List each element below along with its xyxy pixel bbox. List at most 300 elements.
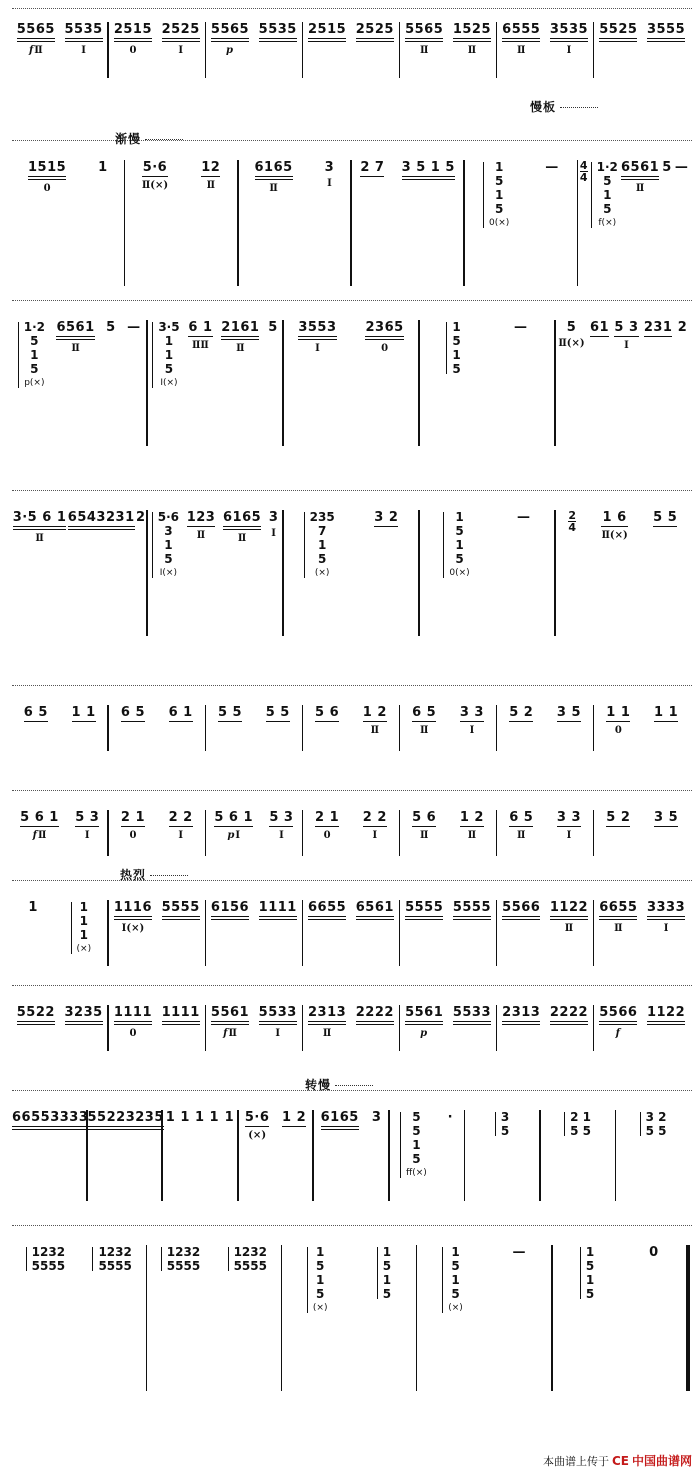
note-digits: 2222 bbox=[355, 1005, 394, 1020]
site-name-link[interactable]: 中国曲谱网 bbox=[631, 1454, 692, 1468]
fingering-mark: Ⅰ bbox=[84, 830, 90, 841]
note-group bbox=[502, 900, 540, 935]
beam-line bbox=[502, 916, 540, 917]
note-group bbox=[214, 810, 253, 842]
technique-mark: Ⅰ(×) bbox=[160, 378, 178, 388]
measure bbox=[12, 810, 107, 842]
chord-note: 5 bbox=[585, 1287, 595, 1301]
note-digits: 1111 bbox=[113, 1005, 153, 1020]
fingering-mark: Ⅱ bbox=[517, 45, 526, 56]
fingering-mark: Ⅱ bbox=[614, 923, 623, 934]
note-digits: 1116 bbox=[113, 900, 153, 915]
time-signature bbox=[568, 510, 576, 533]
chord-stack bbox=[443, 510, 469, 580]
note-group bbox=[557, 810, 581, 842]
beam-line bbox=[590, 336, 609, 337]
note-digits: 5555 bbox=[161, 900, 200, 915]
measure bbox=[206, 22, 301, 57]
note-digits: 6 1 bbox=[188, 320, 213, 335]
fingering-mark: 0 bbox=[129, 830, 137, 841]
note-group bbox=[644, 320, 673, 352]
beam-line bbox=[65, 38, 103, 39]
chord-note: 5 bbox=[603, 174, 612, 188]
beam-line bbox=[56, 339, 94, 340]
fingering-mark: 0 bbox=[43, 183, 51, 194]
note-group bbox=[259, 1005, 297, 1040]
note-digits: 5565 bbox=[16, 22, 55, 37]
beam-line bbox=[321, 1129, 359, 1130]
beam-line bbox=[65, 1021, 103, 1022]
beam-line bbox=[114, 916, 152, 917]
note-digits: 5 5 bbox=[653, 510, 678, 525]
chord-note: 5 bbox=[455, 524, 464, 538]
note-group bbox=[308, 900, 346, 935]
note-group bbox=[606, 810, 630, 842]
beam-line bbox=[550, 919, 588, 920]
beam-line bbox=[453, 41, 491, 42]
measure bbox=[88, 1110, 162, 1145]
fingering-mark bbox=[616, 1028, 621, 1040]
note-digits: 61 bbox=[589, 320, 610, 335]
dynamic-mark: p bbox=[420, 1028, 428, 1039]
measure bbox=[303, 900, 398, 935]
note-group bbox=[65, 22, 103, 57]
beam-line bbox=[201, 176, 220, 177]
beam-line bbox=[412, 721, 436, 722]
measure bbox=[284, 320, 418, 355]
note-group bbox=[557, 705, 581, 737]
note-group bbox=[509, 705, 533, 737]
chord-note: 1 bbox=[452, 320, 461, 334]
beam-line bbox=[56, 336, 94, 337]
beam-line bbox=[308, 916, 346, 917]
score-system bbox=[0, 490, 700, 640]
note-digits: 5535 bbox=[258, 22, 297, 37]
measure bbox=[125, 160, 237, 192]
note-digits: 3 bbox=[371, 1110, 382, 1125]
note-digits: 1515 bbox=[27, 160, 67, 175]
chord-note: 1·2 bbox=[596, 160, 618, 174]
beam-line bbox=[599, 38, 637, 39]
note-digits: 1 1 1 1 bbox=[165, 1110, 220, 1125]
beam-line bbox=[654, 826, 678, 827]
beam-line bbox=[550, 38, 588, 39]
note-group bbox=[356, 1005, 394, 1040]
chord-note: 3 bbox=[164, 524, 173, 538]
note-digits: 6165 bbox=[223, 510, 262, 525]
note-group bbox=[606, 705, 630, 737]
note-group bbox=[675, 160, 689, 190]
note-digits: 3·5 6 1 bbox=[12, 510, 67, 525]
beam-line bbox=[374, 526, 398, 527]
note-digits: 2 2 bbox=[168, 810, 193, 825]
note-digits: 5 3 bbox=[614, 320, 639, 335]
beam-line bbox=[169, 721, 193, 722]
note-digits: 5566 bbox=[502, 900, 541, 915]
note-group bbox=[126, 1110, 164, 1145]
note-digits: 1 bbox=[28, 900, 38, 915]
final-bar-line bbox=[686, 1245, 690, 1391]
chord-stack bbox=[307, 1245, 328, 1315]
beam-line bbox=[601, 526, 627, 527]
beam-line bbox=[245, 1126, 270, 1127]
beam-line bbox=[315, 721, 339, 722]
note-digits: 3553 bbox=[298, 320, 337, 335]
note-digits: 5 6 bbox=[412, 810, 437, 825]
beam-line bbox=[88, 1129, 126, 1130]
note-digits: 1122 bbox=[549, 900, 589, 915]
note-group bbox=[599, 22, 637, 57]
score-system bbox=[0, 790, 700, 860]
note-digits: 6655 bbox=[308, 900, 347, 915]
measure bbox=[12, 705, 107, 737]
chord-note: 5 bbox=[585, 1259, 595, 1273]
note-digits: 5535 bbox=[64, 22, 103, 37]
chord-note: 5 bbox=[316, 1259, 325, 1273]
chord-stack bbox=[71, 900, 92, 956]
note-group bbox=[268, 320, 278, 350]
beam-line bbox=[599, 919, 637, 920]
note-group bbox=[545, 160, 559, 190]
note-group bbox=[363, 705, 387, 737]
chord-note: 1 bbox=[79, 914, 89, 928]
chord-note: 1 bbox=[164, 348, 174, 362]
technique-mark: ff(×) bbox=[406, 1168, 427, 1178]
chord-note: 1 bbox=[585, 1245, 595, 1259]
beam-line bbox=[162, 1024, 200, 1025]
fingering-mark: Ⅱ bbox=[419, 45, 429, 56]
chord-stack bbox=[446, 320, 460, 376]
measure bbox=[594, 1005, 689, 1040]
chord-note: 5 bbox=[382, 1259, 392, 1273]
beam-line bbox=[606, 826, 630, 827]
beam-line bbox=[356, 916, 394, 917]
note-digits: — bbox=[674, 160, 689, 175]
measure bbox=[303, 1005, 398, 1040]
note-group bbox=[550, 22, 588, 57]
note-group bbox=[88, 1110, 126, 1145]
beam-line bbox=[298, 336, 336, 337]
chord-note: 5 bbox=[495, 174, 504, 188]
note-group bbox=[162, 1005, 200, 1040]
note-group bbox=[363, 810, 387, 842]
beam-line bbox=[550, 1021, 588, 1022]
fingering-mark: pⅠ bbox=[227, 830, 240, 841]
beam-line bbox=[50, 1129, 88, 1130]
beam-line bbox=[259, 1024, 297, 1025]
note-group bbox=[599, 900, 637, 935]
note-group bbox=[662, 160, 672, 190]
measure bbox=[400, 705, 495, 737]
beam-line bbox=[126, 1129, 164, 1130]
chord-note: 1 bbox=[317, 538, 327, 552]
note-group bbox=[136, 510, 146, 540]
beam-line bbox=[223, 529, 261, 530]
fingering-mark bbox=[226, 45, 234, 57]
chord-stack bbox=[377, 1245, 391, 1301]
beam-line bbox=[259, 1021, 297, 1022]
measure bbox=[400, 1005, 495, 1040]
measure bbox=[163, 1110, 237, 1140]
note-digits: 6543231 bbox=[67, 510, 135, 525]
beam-line bbox=[509, 721, 533, 722]
chord-note: 5 bbox=[30, 334, 39, 348]
score-system bbox=[0, 300, 700, 450]
note-group bbox=[365, 320, 403, 355]
measure bbox=[12, 900, 107, 956]
note-digits: · bbox=[447, 1110, 454, 1125]
measure bbox=[12, 160, 124, 195]
beam-line bbox=[405, 916, 443, 917]
fingering-mark: Ⅱ bbox=[370, 725, 380, 736]
beam-line bbox=[308, 1021, 346, 1022]
fingering-mark: Ⅱ(×) bbox=[601, 530, 628, 541]
note-digits: 3 3 bbox=[459, 705, 484, 720]
note-digits: 1 2 bbox=[459, 810, 484, 825]
note-digits: 2 1 bbox=[120, 810, 145, 825]
chord-note: 1 bbox=[412, 1138, 421, 1152]
measure bbox=[148, 320, 282, 390]
note-digits: 2515 bbox=[308, 22, 347, 37]
chord-note: 5 bbox=[451, 1287, 460, 1301]
technique-mark: (×) bbox=[314, 568, 330, 578]
beam-line bbox=[65, 41, 103, 42]
beam-line bbox=[363, 826, 387, 827]
note-digits: 1 bbox=[224, 1110, 235, 1125]
note-digits: 6 5 bbox=[120, 705, 145, 720]
measure bbox=[497, 22, 592, 57]
beam-line bbox=[405, 919, 443, 920]
measure bbox=[400, 900, 495, 935]
beam-line bbox=[114, 41, 152, 42]
time-signature bbox=[580, 160, 588, 183]
fingering-mark: Ⅱ bbox=[237, 533, 247, 544]
beam-line bbox=[214, 826, 253, 827]
fingering-mark bbox=[420, 1028, 428, 1040]
measure bbox=[239, 160, 351, 195]
note-group bbox=[65, 1005, 103, 1040]
chord-stack bbox=[228, 1245, 267, 1273]
note-group bbox=[282, 1110, 306, 1142]
note-group bbox=[17, 22, 55, 57]
chord-note: 3 2 bbox=[645, 1110, 667, 1124]
note-digits: 3 bbox=[324, 160, 335, 175]
dotted-guide-line bbox=[12, 985, 692, 986]
fingering-mark: Ⅱ bbox=[35, 533, 44, 544]
note-digits: 6655 bbox=[599, 900, 638, 915]
note-group bbox=[114, 900, 152, 935]
note-group bbox=[315, 810, 339, 842]
note-digits: 1 2 bbox=[362, 705, 387, 720]
measure bbox=[147, 1245, 281, 1273]
beam-line bbox=[308, 1024, 346, 1025]
note-digits: 2313 bbox=[502, 1005, 541, 1020]
dynamic-mark: f bbox=[223, 1028, 228, 1039]
note-group bbox=[223, 510, 261, 545]
chord-note: 5 5 bbox=[570, 1124, 592, 1138]
measure-row bbox=[12, 160, 690, 286]
measure bbox=[497, 900, 592, 935]
note-digits: 1122 bbox=[646, 1005, 686, 1020]
beam-line bbox=[460, 826, 484, 827]
chord-note: 1 bbox=[164, 538, 173, 552]
note-digits: — bbox=[127, 320, 141, 335]
note-digits: 0 bbox=[649, 1245, 659, 1260]
note-digits: 2525 bbox=[355, 22, 394, 37]
beam-line bbox=[88, 1126, 126, 1127]
fingering-mark: Ⅰ bbox=[327, 178, 332, 189]
score-system bbox=[0, 100, 700, 290]
note-group bbox=[513, 1245, 527, 1275]
chord-note: 1 bbox=[603, 188, 612, 202]
fingering-mark: Ⅱ bbox=[236, 343, 245, 354]
measure bbox=[109, 22, 204, 57]
fingering-mark: Ⅰ bbox=[279, 830, 284, 841]
note-group bbox=[601, 510, 627, 542]
note-digits: 3 bbox=[268, 510, 279, 525]
beam-line bbox=[162, 919, 200, 920]
chord-stack bbox=[580, 1245, 594, 1301]
note-digits: 5 2 bbox=[509, 705, 534, 720]
fingering-mark: Ⅱ bbox=[467, 45, 477, 56]
chord-note: 1 bbox=[79, 900, 89, 914]
technique-mark: (×) bbox=[448, 1303, 463, 1313]
note-digits: 1525 bbox=[452, 22, 491, 37]
note-digits: — bbox=[513, 320, 528, 335]
note-digits: 5522 bbox=[16, 1005, 55, 1020]
beam-line bbox=[28, 179, 66, 180]
note-group bbox=[142, 160, 168, 192]
dotted-guide-line bbox=[12, 685, 692, 686]
beam-line bbox=[17, 41, 55, 42]
beam-line bbox=[599, 916, 637, 917]
technique-mark: p(×) bbox=[24, 378, 45, 388]
beam-line bbox=[75, 826, 99, 827]
fingering-mark: Ⅰ bbox=[275, 1028, 281, 1039]
measure bbox=[390, 1110, 464, 1180]
note-digits: 1 1 bbox=[654, 705, 679, 720]
beam-line bbox=[162, 916, 200, 917]
beam-line bbox=[405, 38, 443, 39]
note-group bbox=[621, 160, 659, 195]
fingering-mark: 0 bbox=[614, 725, 622, 736]
note-digits: 6561 bbox=[56, 320, 95, 335]
chord-note: 5 bbox=[495, 202, 504, 216]
beam-line bbox=[259, 919, 297, 920]
note-digits: 6 1 bbox=[168, 705, 193, 720]
measure bbox=[303, 22, 398, 57]
chord-note: 1 bbox=[316, 1245, 325, 1259]
beam-line bbox=[360, 176, 384, 177]
note-group bbox=[298, 320, 336, 355]
measure bbox=[556, 320, 690, 352]
beam-line bbox=[308, 919, 346, 920]
note-group bbox=[169, 810, 193, 842]
dotted-guide-line bbox=[12, 790, 692, 791]
note-group bbox=[405, 1005, 443, 1040]
beam-line bbox=[402, 179, 455, 180]
measure-row bbox=[12, 22, 690, 78]
measure bbox=[497, 705, 592, 737]
note-digits: 5565 bbox=[405, 22, 444, 37]
measure bbox=[109, 705, 204, 737]
measure-row bbox=[12, 705, 690, 751]
measure bbox=[420, 320, 554, 376]
note-group bbox=[460, 810, 484, 842]
dynamic-mark: f bbox=[615, 1028, 620, 1039]
fingering-mark: ⅡⅡ bbox=[192, 340, 209, 351]
technique-mark: 0(×) bbox=[449, 568, 470, 578]
note-group bbox=[114, 1005, 152, 1040]
beam-line bbox=[356, 1021, 394, 1022]
time-signature-top: 2 bbox=[568, 509, 577, 522]
chord-note: 1 bbox=[495, 160, 504, 174]
note-digits: 5525 bbox=[599, 22, 638, 37]
chord-note: 5 bbox=[412, 1124, 421, 1138]
fingering-mark: Ⅰ bbox=[178, 830, 184, 841]
chord-stack bbox=[26, 1245, 65, 1273]
note-digits: 6655 bbox=[12, 1110, 51, 1125]
note-digits: 5 bbox=[662, 160, 672, 175]
beam-line bbox=[211, 41, 249, 42]
fingering-mark: Ⅰ bbox=[566, 45, 572, 56]
beam-line bbox=[405, 1024, 443, 1025]
fingering-mark: Ⅰ bbox=[178, 45, 184, 56]
note-group bbox=[590, 320, 609, 352]
note-group bbox=[75, 810, 99, 842]
fingering-mark: 0 bbox=[381, 343, 389, 354]
beam-line bbox=[255, 179, 293, 180]
note-group bbox=[114, 22, 152, 57]
beam-line bbox=[162, 1021, 200, 1022]
beam-line bbox=[365, 339, 403, 340]
beam-line bbox=[550, 916, 588, 917]
credit-text: 本曲谱上传于 bbox=[542, 1454, 609, 1468]
chord-note: 1 bbox=[452, 348, 461, 362]
fingering-mark: Ⅰ bbox=[469, 725, 475, 736]
note-digits: 2 2 bbox=[362, 810, 387, 825]
measure bbox=[109, 1005, 204, 1040]
time-signature-bottom: 4 bbox=[579, 171, 588, 184]
note-digits: 3235 bbox=[64, 1005, 103, 1020]
beam-line bbox=[24, 721, 48, 722]
note-digits: — bbox=[512, 1245, 527, 1260]
chord-note: 1 bbox=[455, 510, 464, 524]
note-group bbox=[127, 320, 141, 350]
note-digits: 3235 bbox=[125, 1110, 164, 1125]
chord-note: 1 bbox=[585, 1273, 595, 1287]
note-digits: 2313 bbox=[308, 1005, 347, 1020]
fingering-mark: Ⅱ(×) bbox=[558, 338, 585, 349]
measure bbox=[497, 1005, 592, 1040]
note-group bbox=[187, 510, 216, 542]
beam-line bbox=[502, 41, 540, 42]
chord-note: 1232 bbox=[233, 1245, 267, 1259]
score-system bbox=[0, 1225, 700, 1395]
fingering-mark: Ⅰ bbox=[663, 923, 669, 934]
beam-line bbox=[269, 826, 293, 827]
note-digits: 5533 bbox=[452, 1005, 491, 1020]
beam-line bbox=[453, 919, 491, 920]
measure bbox=[420, 510, 554, 580]
note-digits: 5555 bbox=[405, 900, 444, 915]
note-digits: 1 1 bbox=[606, 705, 631, 720]
note-group bbox=[550, 900, 588, 935]
note-group bbox=[169, 705, 193, 737]
beam-line bbox=[114, 1024, 152, 1025]
chord-note: 5 bbox=[30, 362, 39, 376]
note-group bbox=[308, 22, 346, 57]
